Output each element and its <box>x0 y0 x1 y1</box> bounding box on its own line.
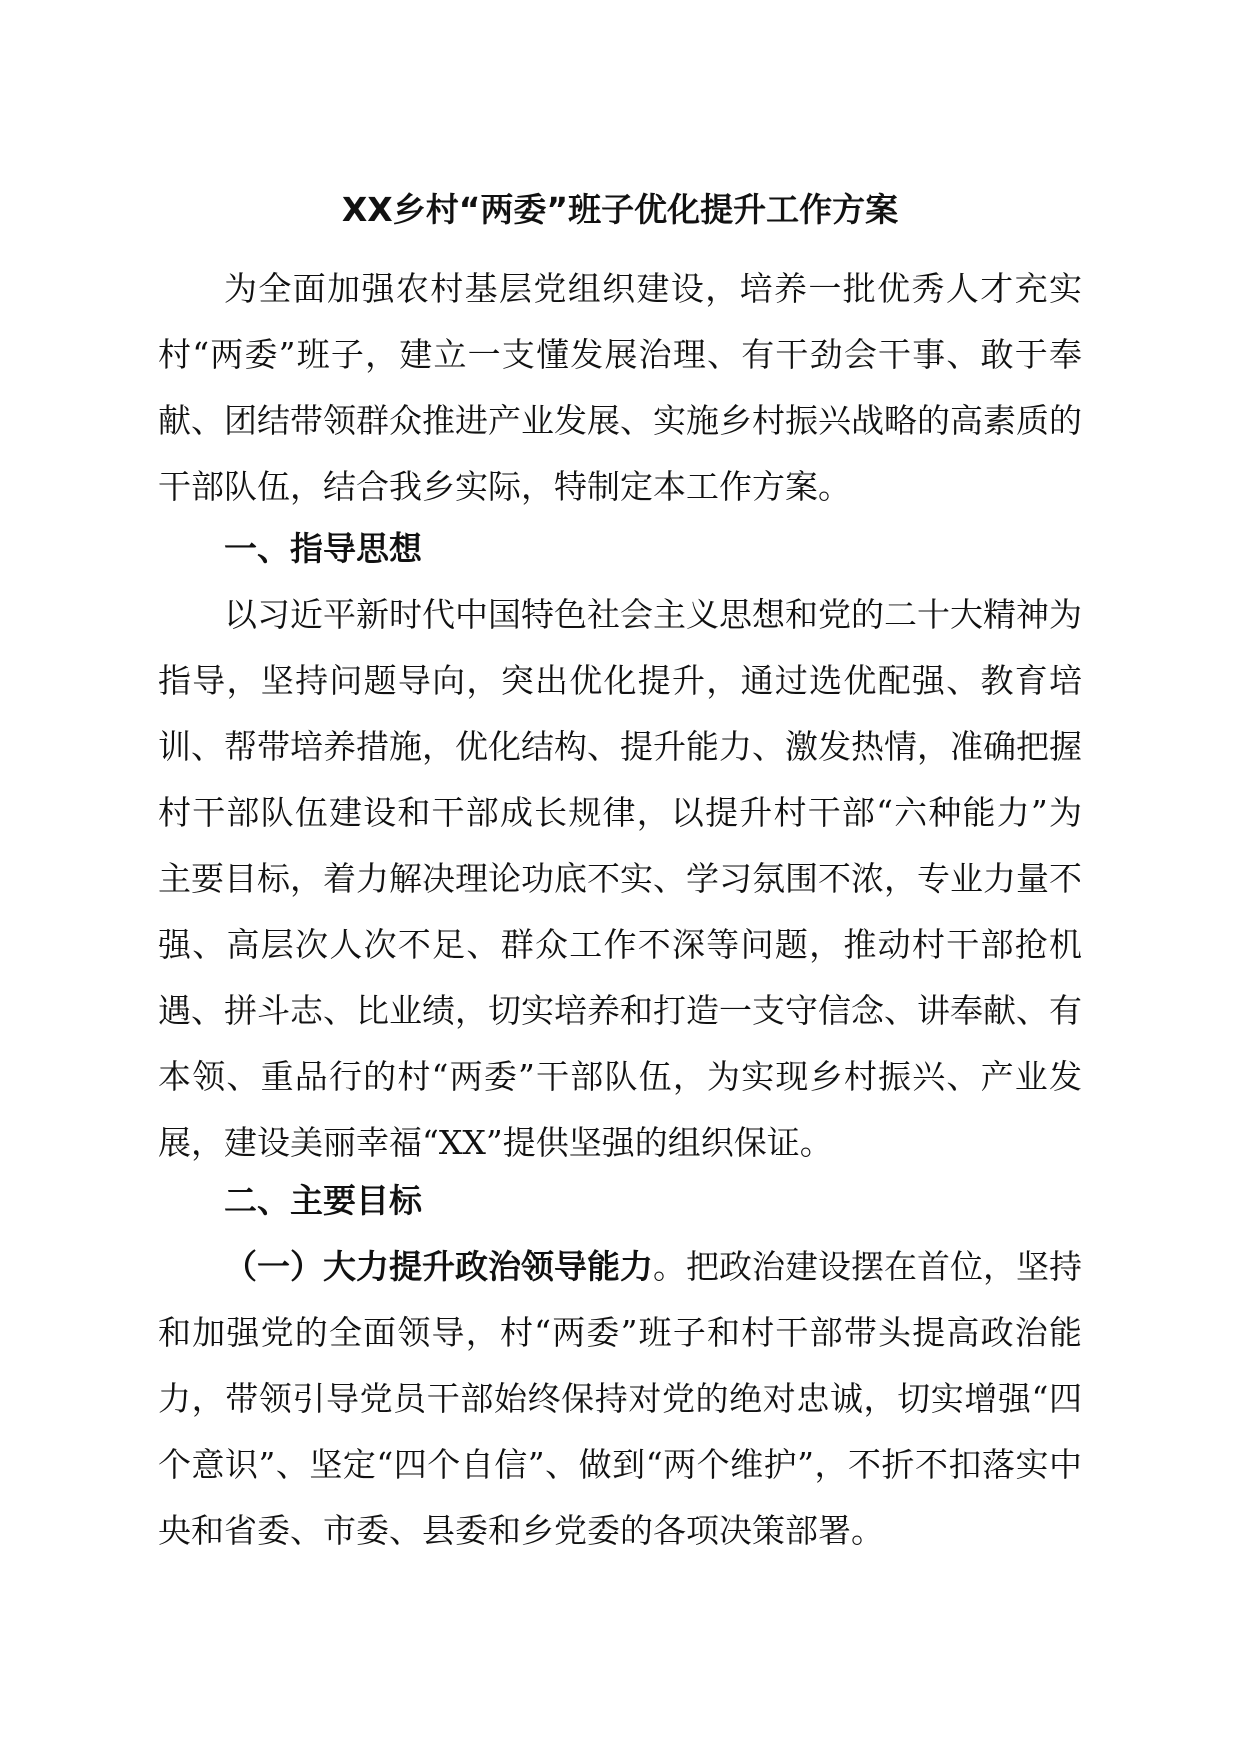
goal-item-1-lead: （一）大力提升政治领导能力 <box>224 1247 653 1286</box>
goal-item-1-body: 。把政治建设摆在首位，坚持和加强党的全面领导，村“两委”班子和村干部带头提高政治能力，带领引导党员干部始终保持对党的绝对忠诚，切实增强“四个意识”、坚定“四个自信”、做到“两个维护”，不折不扣落实中央和省委、市委、县委和乡党委的各项决策部署。 <box>158 1247 1082 1550</box>
guiding-ideology-paragraph: 以习近平新时代中国特色社会主义思想和党的二十大精神为指导，坚持问题导向，突出优化提升，通过选优配强、教育培训、帮带培养措施，优化结构、提升能力、激发热情，准确把握村干部队伍建设和干部成长规律，以提升村干部“六种能力”为主要目标，着力解决理论功底不实、学习氛围不浓，专业力量不强、高层次人次不足、群众工作不深等问题，推动村干部抢机遇、拼斗志、比业绩，切实培养和打造一支守信念、讲奉献、有本领、重品行的村“两委”干部队伍，为实现乡村振兴、产业发展，建设美丽幸福“XX”提供坚强的组织保证。 <box>158 595 1082 1162</box>
intro-paragraph: 为全面加强农村基层党组织建设，培养一批优秀人才充实村“两委”班子，建立一支懂发展治理、有干劲会干事、敢于奉献、团结带领群众推进产业发展、实施乡村振兴战略的高素质的干部队伍，结合我乡实际，特制定本工作方案。 <box>158 269 1082 506</box>
goal-item-1-paragraph <box>158 1234 1082 1564</box>
section-heading-main-goals: 二、主要目标 <box>224 1181 422 1220</box>
document-title: XX乡村“两委”班子优化提升工作方案 <box>341 190 899 229</box>
section-heading-guiding-ideology: 一、指导思想 <box>224 529 422 568</box>
